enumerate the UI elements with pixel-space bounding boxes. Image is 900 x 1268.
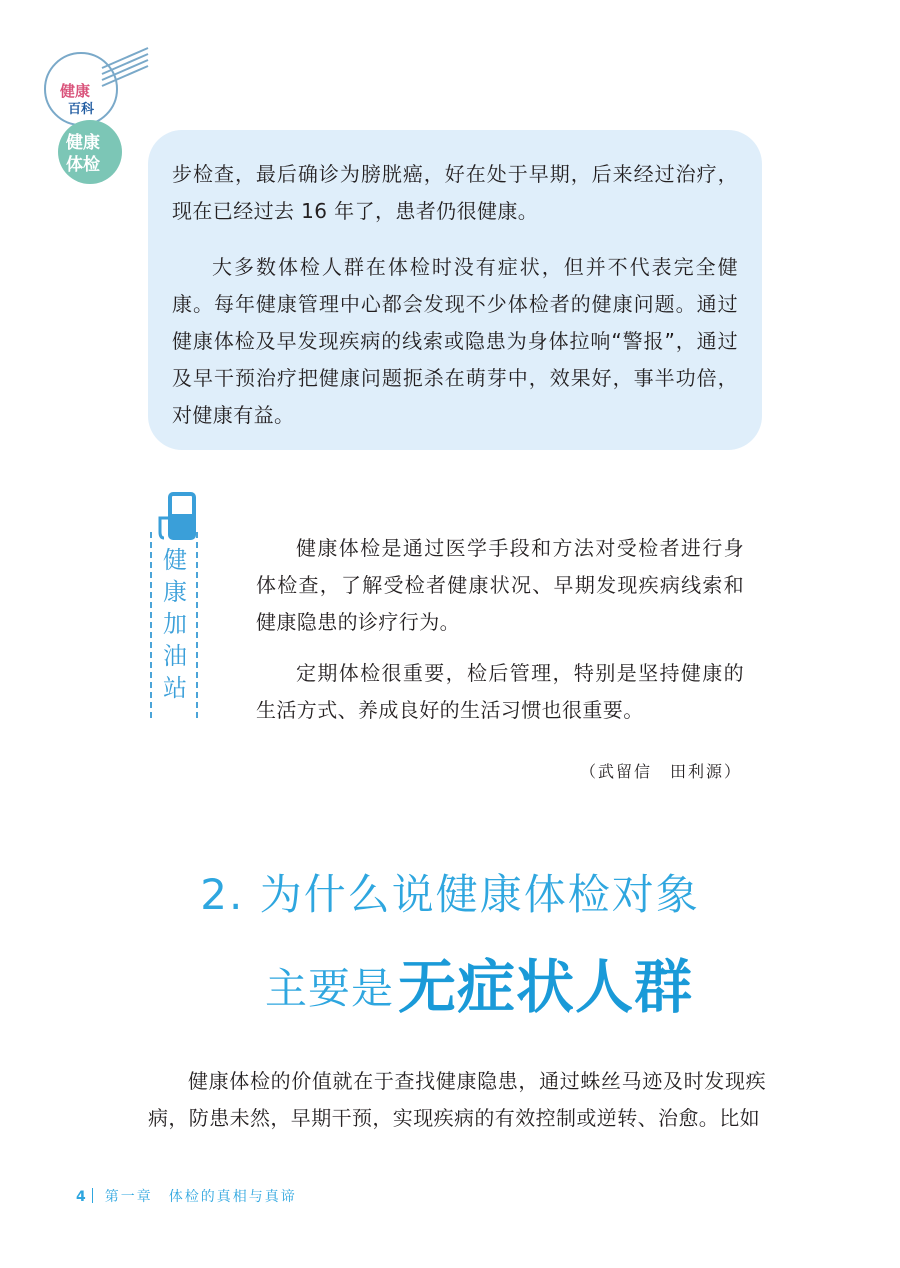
chapter-title: 第一章 体检的真相与真谛 bbox=[104, 1189, 297, 1205]
heading-emphasis: 无症状人群 bbox=[398, 953, 694, 1021]
authors: （武留信 田利源） bbox=[579, 762, 742, 781]
footer-divider bbox=[92, 1188, 93, 1203]
badge-line-1: 健康 bbox=[66, 133, 100, 153]
callout-paragraph-2: 大多数体检人群在体检时没有症状，但并不代表完全健康。每年健康管理中心都会发现不少体检者的健康问题。通过健康体检及早发现疾病的线索或隐患为身体拉响“警报”，通过及早干预治疗把健康问题扼杀在萌芽中，效果好，事半功倍，对健康有益。 bbox=[172, 255, 738, 427]
callout-paragraph-1: 步检查，最后确诊为膀胱癌，好在处于早期，后来经过治疗，现在已经过去 16 年了，患者仍很健康。 bbox=[172, 162, 738, 223]
station-title: 健康加油站 bbox=[163, 546, 187, 702]
series-badge bbox=[58, 120, 130, 184]
logo-title-health: 健康 bbox=[60, 82, 91, 100]
heading-prefix: 主要是 bbox=[265, 964, 395, 1013]
logo-title-encyclopedia: 百科 bbox=[68, 102, 95, 117]
section-heading-line-1: 2. 为什么说健康体检对象 bbox=[200, 870, 700, 919]
case-callout bbox=[148, 130, 762, 450]
body-paragraph-1: 健康体检的价值就在于查找健康隐患，通过蛛丝马迹及时发现疾病，防患未然，早期干预，实现疾病的有效控制或逆转、治愈。比如 bbox=[148, 1069, 766, 1130]
station-paragraph-2: 定期体检很重要，检后管理，特别是坚持健康的生活方式、养成良好的生活习惯也很重要。 bbox=[256, 661, 744, 722]
postmark-stamp-icon bbox=[44, 52, 118, 126]
badge-line-2: 体检 bbox=[66, 155, 100, 175]
badge-series-tag: 系列 bbox=[122, 134, 130, 152]
section-heading-line-2 bbox=[265, 940, 693, 1024]
series-logo bbox=[44, 40, 154, 190]
postmark-lines-icon bbox=[100, 44, 150, 94]
health-station-label bbox=[150, 492, 200, 718]
page-footer bbox=[76, 1186, 297, 1206]
station-paragraph-1: 健康体检是通过医学手段和方法对受检者进行身体检查，了解受检者健康状况、早期发现疾病线索和健康隐患的诊疗行为。 bbox=[256, 536, 744, 634]
page-number: 4 bbox=[76, 1189, 86, 1205]
